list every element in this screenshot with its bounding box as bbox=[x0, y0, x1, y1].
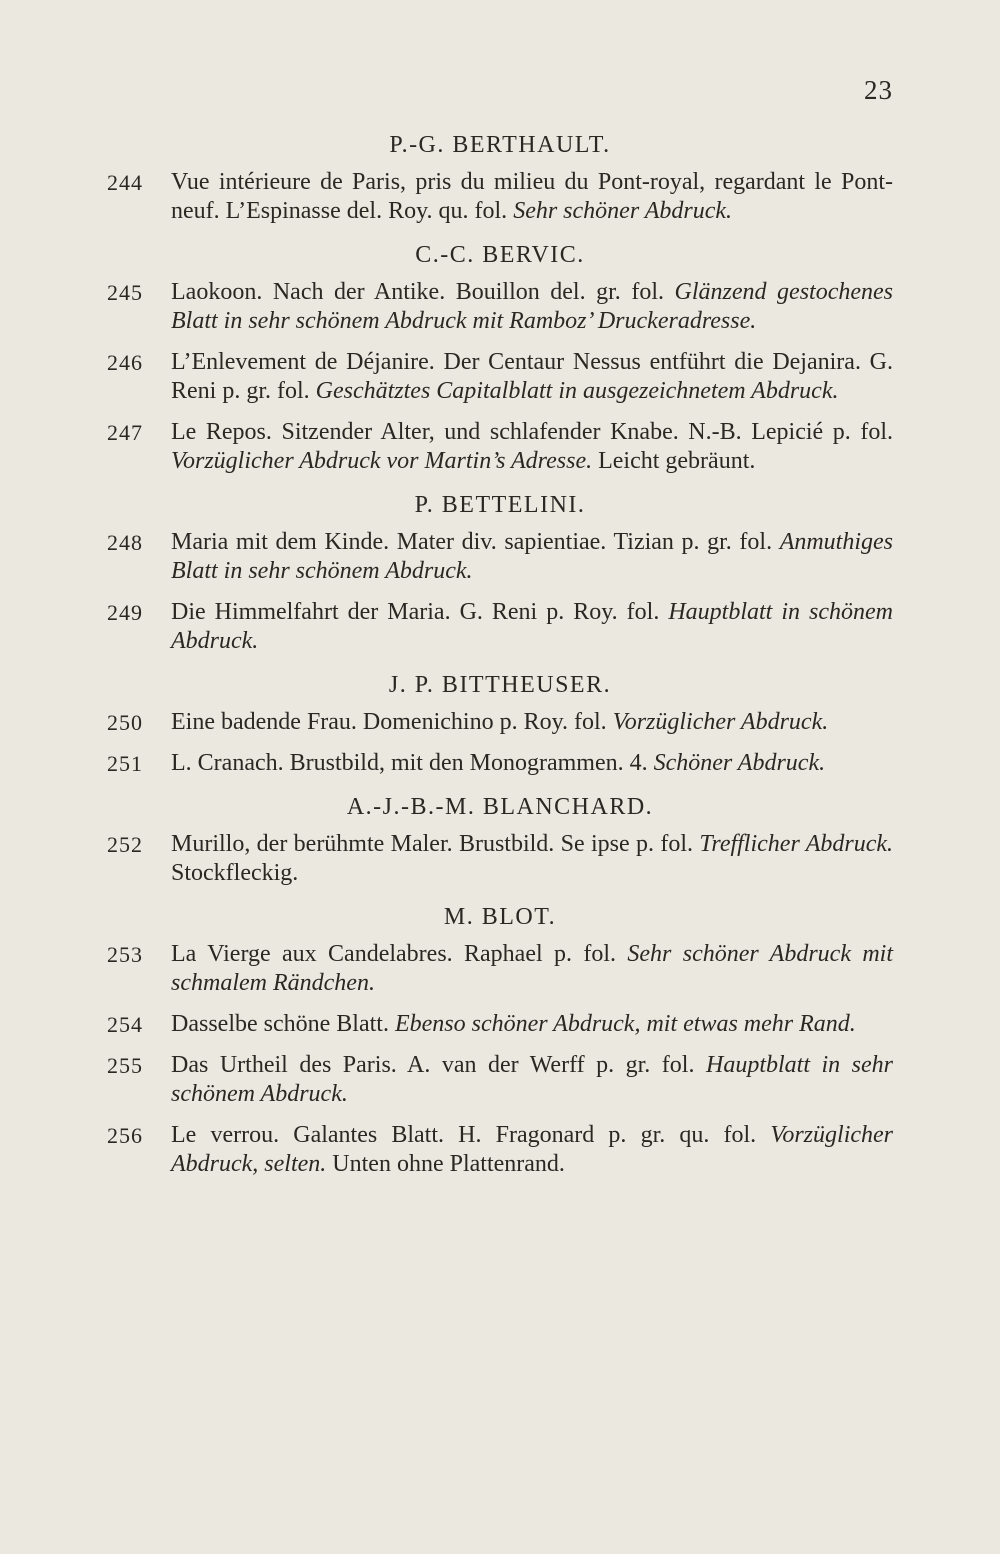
entry-title: Laokoon. Nach der Antike. Bouillon del. gr. fol. bbox=[171, 279, 664, 305]
entry-description bbox=[171, 1051, 893, 1109]
entry-title: L. Cranach. Brustbild, mit den Monogrammen. 4. bbox=[171, 750, 648, 776]
entry-number: 245 bbox=[107, 280, 143, 305]
catalogue-entry bbox=[107, 830, 893, 888]
catalogue-entry bbox=[107, 749, 893, 778]
catalogue-entry bbox=[107, 1051, 893, 1109]
entry-description bbox=[171, 168, 893, 226]
entry-description bbox=[171, 1121, 893, 1179]
entry-description bbox=[171, 418, 893, 476]
entry-number: 254 bbox=[107, 1012, 143, 1037]
entry-number: 252 bbox=[107, 832, 143, 857]
entry-description bbox=[171, 528, 893, 586]
entry-remark: Schöner Abdruck. bbox=[653, 750, 826, 776]
entry-number: 249 bbox=[107, 600, 143, 625]
entry-remark: Ebenso schöner Abdruck, mit etwas mehr Rand. bbox=[394, 1011, 856, 1037]
artist-heading: M. BLOT. bbox=[443, 904, 557, 930]
artist-section bbox=[107, 792, 893, 888]
entry-remark: Hauptblatt in schönem Abdruck. bbox=[171, 599, 893, 654]
catalogue-entry bbox=[107, 168, 893, 226]
catalogue-entry bbox=[107, 598, 893, 656]
entry-remark: Sehr schöner Abdruck mit schmalem Rändchen. bbox=[171, 941, 894, 996]
entry-number: 246 bbox=[107, 350, 143, 375]
entry-note: Unten ohne Plattenrand. bbox=[332, 1151, 565, 1177]
entry-number: 256 bbox=[107, 1123, 143, 1148]
entry-remark: Hauptblatt in sehr schönem Abdruck. bbox=[171, 1052, 894, 1107]
catalogue-entry bbox=[107, 348, 893, 406]
entry-remark: Sehr schöner Abdruck. bbox=[513, 198, 733, 224]
entry-number: 251 bbox=[107, 751, 143, 776]
artist-heading: A.-J.-B.-M. BLANCHARD. bbox=[346, 794, 654, 820]
entry-description bbox=[171, 940, 893, 998]
catalogue-content bbox=[107, 130, 893, 1191]
artist-heading: P.-G. BERTHAULT. bbox=[389, 132, 611, 158]
artist-heading: C.-C. BERVIC. bbox=[415, 242, 585, 268]
entry-remark: Glänzend gestochenes Blatt in sehr schönem Abdruck mit Ramboz’ Druckeradresse. bbox=[171, 279, 894, 334]
entry-number: 244 bbox=[107, 170, 143, 195]
artist-heading: J. P. BITTHEUSER. bbox=[388, 672, 612, 698]
entry-remark: Vorzüglicher Abdruck vor Martin’s Adresse. bbox=[171, 448, 593, 474]
artist-section bbox=[107, 670, 893, 778]
artist-section bbox=[107, 240, 893, 476]
entry-title: Le Repos. Sitzender Alter, und schlafender Knabe. N.-B. Lepicié p. fol. bbox=[171, 419, 893, 445]
catalogue-entry bbox=[107, 418, 893, 476]
page-number: 23 bbox=[864, 75, 893, 105]
catalogue-entry bbox=[107, 1010, 893, 1039]
artist-section bbox=[107, 490, 893, 656]
entry-remark: Trefflicher Abdruck. bbox=[699, 831, 893, 857]
artist-heading: P. BETTELINI. bbox=[414, 492, 586, 518]
artist-section bbox=[107, 902, 893, 1179]
entry-remark: Vorzüglicher Abdruck, selten. bbox=[171, 1122, 894, 1177]
entry-title: Eine badende Frau. Domenichino p. Roy. fol. bbox=[171, 709, 607, 735]
catalogue-entry bbox=[107, 708, 893, 737]
entry-title: Le verrou. Galantes Blatt. H. Fragonard p. gr. qu. fol. bbox=[171, 1122, 757, 1148]
catalogue-entry bbox=[107, 528, 893, 586]
catalogue-entry bbox=[107, 940, 893, 998]
entry-title: L’Enlevement de Déjanire. Der Centaur Nessus entführt die Dejanira. G. Reni p. gr. fol. bbox=[171, 349, 893, 404]
entry-number: 247 bbox=[107, 420, 143, 445]
entry-number: 250 bbox=[107, 710, 143, 735]
entry-description bbox=[171, 830, 893, 888]
entry-title: Vue intérieure de Paris, pris du milieu du Pont-royal, regardant le Pont-neuf. L’Espinasse del. Roy. qu. fol. bbox=[171, 169, 893, 224]
catalogue-entry bbox=[107, 278, 893, 336]
entry-remark: Geschätztes Capitalblatt in ausgezeichnetem Abdruck. bbox=[315, 378, 839, 404]
entry-description bbox=[171, 708, 893, 737]
artist-section bbox=[107, 130, 893, 226]
entry-note: Stockfleckig. bbox=[171, 860, 299, 886]
entry-number: 255 bbox=[107, 1053, 143, 1078]
entry-title: Murillo, der berühmte Maler. Brustbild. Se ipse p. fol. bbox=[171, 831, 693, 857]
entry-description bbox=[171, 598, 893, 656]
entry-note: Leicht gebräunt. bbox=[598, 448, 756, 474]
entry-title: Die Himmelfahrt der Maria. G. Reni p. Roy. fol. bbox=[171, 599, 660, 625]
entry-number: 248 bbox=[107, 530, 143, 555]
catalogue-entry bbox=[107, 1121, 893, 1179]
entry-title: Dasselbe schöne Blatt. bbox=[171, 1011, 389, 1037]
entry-remark: Vorzüglicher Abdruck. bbox=[612, 709, 829, 735]
entry-description bbox=[171, 348, 893, 406]
entry-title: La Vierge aux Candelabres. Raphael p. fol. bbox=[171, 941, 617, 967]
entry-number: 253 bbox=[107, 942, 143, 967]
entry-title: Maria mit dem Kinde. Mater div. sapientiae. Tizian p. gr. fol. bbox=[171, 529, 773, 555]
entry-title: Das Urtheil des Paris. A. van der Werff p. gr. fol. bbox=[171, 1052, 695, 1078]
entry-description bbox=[171, 749, 893, 778]
entry-remark: Anmuthiges Blatt in sehr schönem Abdruck. bbox=[171, 529, 894, 584]
entry-description bbox=[171, 1010, 893, 1039]
entry-description bbox=[171, 278, 893, 336]
